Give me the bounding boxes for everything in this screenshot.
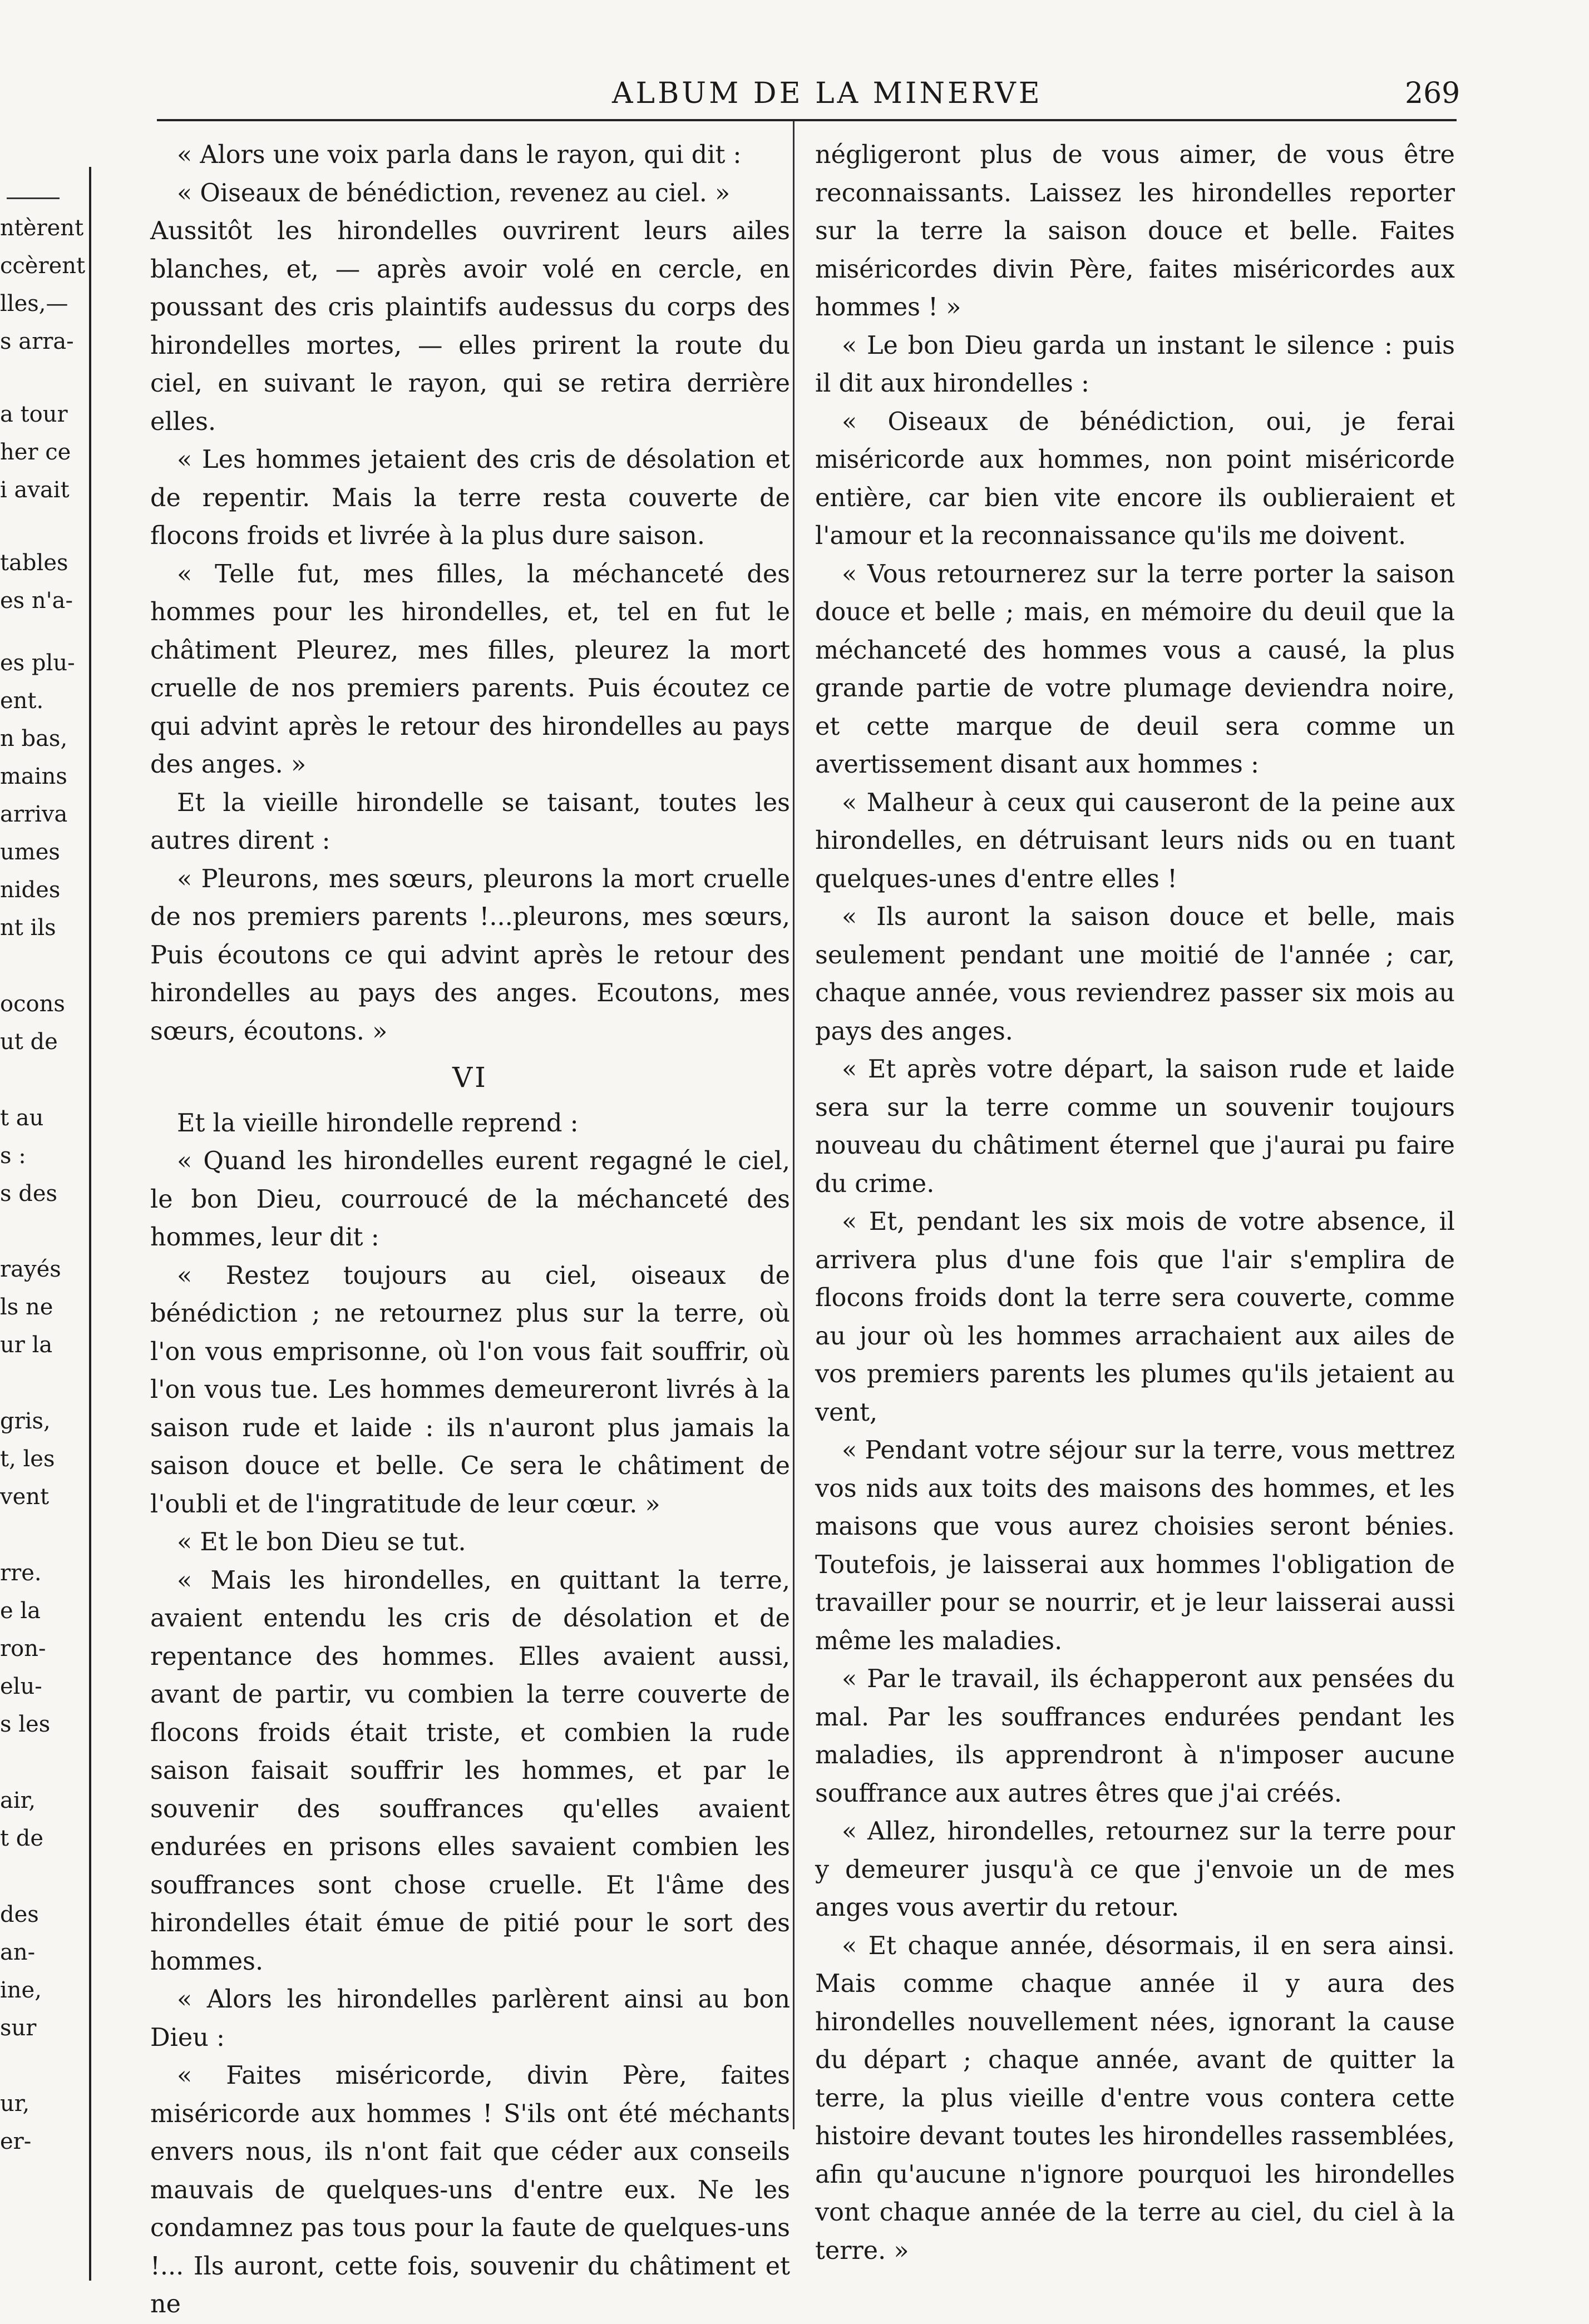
gutter-rule <box>89 167 91 2281</box>
gutter-fragment: her ce <box>0 439 71 465</box>
paragraph: « Oiseaux de bénédiction, oui, je ferai miséricorde aux hommes, non point miséricorde entière, car bien vite encore ils oublieraient et l'amour et la reconnaissance qu'ils me doivent. <box>815 407 1455 550</box>
gutter-fragment: i avait <box>0 477 70 503</box>
gutter-fragment: a tour <box>0 402 68 427</box>
paragraph: « Par le travail, ils échapperont aux pensées du mal. Par les souffrances endurées pendant les maladies, ils apprendront à n'imposer aucune souffrance aux autres êtres que j'ai créés. <box>815 1665 1455 1808</box>
gutter-fragment: er- <box>0 2129 32 2154</box>
paragraph: « Ils auront la saison douce et belle, mais seulement pendant une moitié de l'année ; car, chaque année, vous reviendrez passer six mois au pays des anges. <box>815 903 1455 1046</box>
left-column <box>150 136 790 2324</box>
paragraph: « Allez, hirondelles, retournez sur la terre pour y demeurer jusqu'à ce que j'envoie un de mes anges vous avertir du retour. <box>815 1817 1455 1922</box>
gutter-fragment: t, les <box>0 1446 55 1472</box>
gutter-fragment: ine, <box>0 1977 42 2003</box>
gutter-fragment: es plu- <box>0 650 75 676</box>
gutter-fragment: nides <box>0 877 61 903</box>
gutter-fragment: vent <box>0 1484 50 1510</box>
gutter-fragment: ent. <box>0 688 44 714</box>
gutter-fragment: elu- <box>0 1674 42 1699</box>
paragraph: « Mais les hirondelles, en quittant la terre, avaient entendu les cris de désolation et de repentance des hommes. Elles avaient aussi, avant de partir, vu combien la terre couverte de flocons froids était triste, et combien la rude saison faisait souffrir les hommes, et par le souvenir des souffrances qu'elles avaient endurées en prisons elles savaient combien les souffrances sont chose cruelle. Et l'âme des hirondelles était émue de pitié pour le sort des hommes. <box>150 1566 790 1976</box>
paragraph: « Pleurons, mes sœurs, pleurons la mort cruelle de nos premiers parents !...pleurons, mes sœurs, Puis écoutons ce qui advint après le retour des hirondelles au pays des anges. Ecoutons, mes sœurs, écoutons. » <box>150 864 790 1046</box>
gutter-fragment: an- <box>0 1940 36 1965</box>
gutter-fragment: s arra- <box>0 329 74 354</box>
gutter-fragment: lles,— <box>0 291 68 317</box>
paragraph: « Malheur à ceux qui causeront de la peine aux hirondelles, en détruisant leurs nids ou en tuant quelques-unes d'entre elles ! <box>815 788 1455 893</box>
paragraph: Aussitôt les hirondelles ouvrirent leurs ailes blanches, et, — après avoir volé en cercle, en poussant des cris plaintifs audessus du corps des hirondelles mortes, — elles prirent la route du ciel, en suivant le rayon, qui se retira derrière elles. <box>150 217 790 436</box>
page-header <box>0 77 1589 116</box>
paragraph: « Quand les hirondelles eurent regagné le ciel, le bon Dieu, courroucé de la méchanceté des hommes, leur dit : <box>150 1147 790 1252</box>
gutter-previous-page <box>0 0 97 2295</box>
gutter-fragment: n bas, <box>0 726 68 751</box>
gutter-fragment: des <box>0 1902 39 1927</box>
gutter-fragment: gris, <box>0 1408 51 1434</box>
gutter-fragment: s : <box>0 1143 26 1169</box>
paragraph: « Oiseaux de bénédiction, revenez au ciel. » <box>177 179 731 207</box>
gutter-fragment: mains <box>0 764 67 789</box>
gutter-rule-top <box>7 197 60 199</box>
paragraph: « Les hommes jetaient des cris de désolation et de repentir. Mais la terre resta couverte de flocons froids et livrée à la plus dure saison. <box>150 446 790 550</box>
gutter-fragment: nt ils <box>0 915 56 941</box>
paragraph: « Et après votre départ, la saison rude et laide sera sur la terre comme un souvenir toujours nouveau du châtiment éternel que j'aurai pu faire du crime. <box>815 1055 1455 1198</box>
paragraph: « Et le bon Dieu se tut. <box>177 1528 466 1556</box>
section-heading: VI <box>452 1061 488 1094</box>
gutter-fragment: es n'a- <box>0 588 73 614</box>
paragraph: « Pendant votre séjour sur la terre, vous mettrez vos nids aux toits des maisons des hommes, et les maisons que vous aurez choisies seront bénies. Toutefois, je laisserai aux hommes l'obligation de travailler pour se nourrir, et je leur laisserai aussi même les maladies. <box>815 1436 1455 1655</box>
gutter-fragment: tables <box>0 550 68 576</box>
gutter-fragment: rayés <box>0 1257 61 1282</box>
page-number: 269 <box>1405 77 1460 110</box>
paragraph: « Faites miséricorde, divin Père, faites miséricorde aux hommes ! S'ils ont été méchants envers nous, ils n'ont fait que céder aux conseils mauvais de quelques-uns d'entre eux. Ne les condamnez pas tous pour la faute de quelques-uns !... Ils auront, cette fois, souvenir du châtiment et ne <box>150 2061 790 2318</box>
gutter-fragment: ls ne <box>0 1294 53 1320</box>
gutter-fragment: e la <box>0 1598 41 1624</box>
gutter-fragment: air, <box>0 1788 36 1813</box>
paragraph: « Et chaque année, désormais, il en sera ainsi. Mais comme chaque année il y aura des hirondelles nouvellement nées, ignorant la cause du départ ; chaque année, avant de quitter la terre, la plus vieille d'entre vous contera cette histoire devant toutes les hirondelles rassemblées, afin qu'aucune n'ignore pourquoi les hirondelles vont chaque année de la terre au ciel, du ciel à la terre. » <box>815 1931 1455 2265</box>
gutter-fragment: ocons <box>0 991 65 1017</box>
header-rule <box>157 119 1457 121</box>
paragraph: « Vous retournerez sur la terre porter la saison douce et belle ; mais, en mémoire du deuil que la méchanceté des hommes vous a causé, la plus grande partie de votre plumage deviendra noire, et cette marque de deuil sera comme un avertissement disant aux hommes : <box>815 560 1455 779</box>
paragraph: « Le bon Dieu garda un instant le silence : puis il dit aux hirondelles : <box>815 331 1455 398</box>
gutter-fragment: s des <box>0 1181 58 1206</box>
gutter-fragment: ron- <box>0 1636 46 1662</box>
paragraph: Et la vieille hirondelle reprend : <box>177 1109 579 1138</box>
gutter-fragment: sur <box>0 2015 37 2041</box>
gutter-fragment: ntèrent <box>0 215 84 241</box>
paragraph: « Et, pendant les six mois de votre absence, il arrivera plus d'une fois que l'air s'emplira de flocons froids dont la terre sera couverte, comme au jour où les hommes arrachaient aux ailes de vos premiers parents les plumes qu'ils jetaient au vent, <box>815 1208 1455 1427</box>
gutter-fragment: t de <box>0 1826 44 1851</box>
right-column <box>815 136 1455 2270</box>
gutter-fragment: ccèrent <box>0 253 86 279</box>
column-separator <box>793 121 794 2129</box>
gutter-fragment: arriva <box>0 802 68 827</box>
gutter-fragment: ut de <box>0 1029 58 1055</box>
gutter-fragment: s les <box>0 1712 51 1737</box>
paragraph: « Alors les hirondelles parlèrent ainsi au bon Dieu : <box>150 1985 790 2052</box>
gutter-fragment: t au <box>0 1105 44 1131</box>
paragraph: « Alors une voix parla dans le rayon, qui dit : <box>177 141 742 169</box>
gutter-fragment: umes <box>0 839 60 865</box>
running-title: ALBUM DE LA MINERVE <box>612 77 1043 110</box>
paragraph: négligeront plus de vous aimer, de vous être reconnaissants. Laissez les hirondelles reporter sur la terre la saison douce et belle. Faites miséricordes divin Père, faites miséricordes aux hommes ! » <box>815 141 1455 322</box>
paragraph: Et la vieille hirondelle se taisant, toutes les autres dirent : <box>150 788 790 855</box>
gutter-fragment: ur, <box>0 2091 30 2117</box>
paragraph: « Telle fut, mes filles, la méchanceté des hommes pour les hirondelles, et, tel en fut le châtiment Pleurez, mes filles, pleurez la mort cruelle de nos premiers parents. Puis écoutez ce qui advint après le retour des hirondelles au pays des anges. » <box>150 560 790 779</box>
gutter-fragment: ur la <box>0 1332 53 1358</box>
gutter-fragment: rre. <box>0 1560 42 1586</box>
paragraph: « Restez toujours au ciel, oiseaux de bénédiction ; ne retournez plus sur la terre, où l'on vous emprisonne, où l'on vous fait souffrir, où l'on vous tue. Les hommes demeureront livrés à la saison rude et laide : ils n'auront plus jamais la saison douce et belle. Ce sera le châtiment de l'oubli et de l'ingratitude de leur cœur. » <box>150 1261 790 1519</box>
